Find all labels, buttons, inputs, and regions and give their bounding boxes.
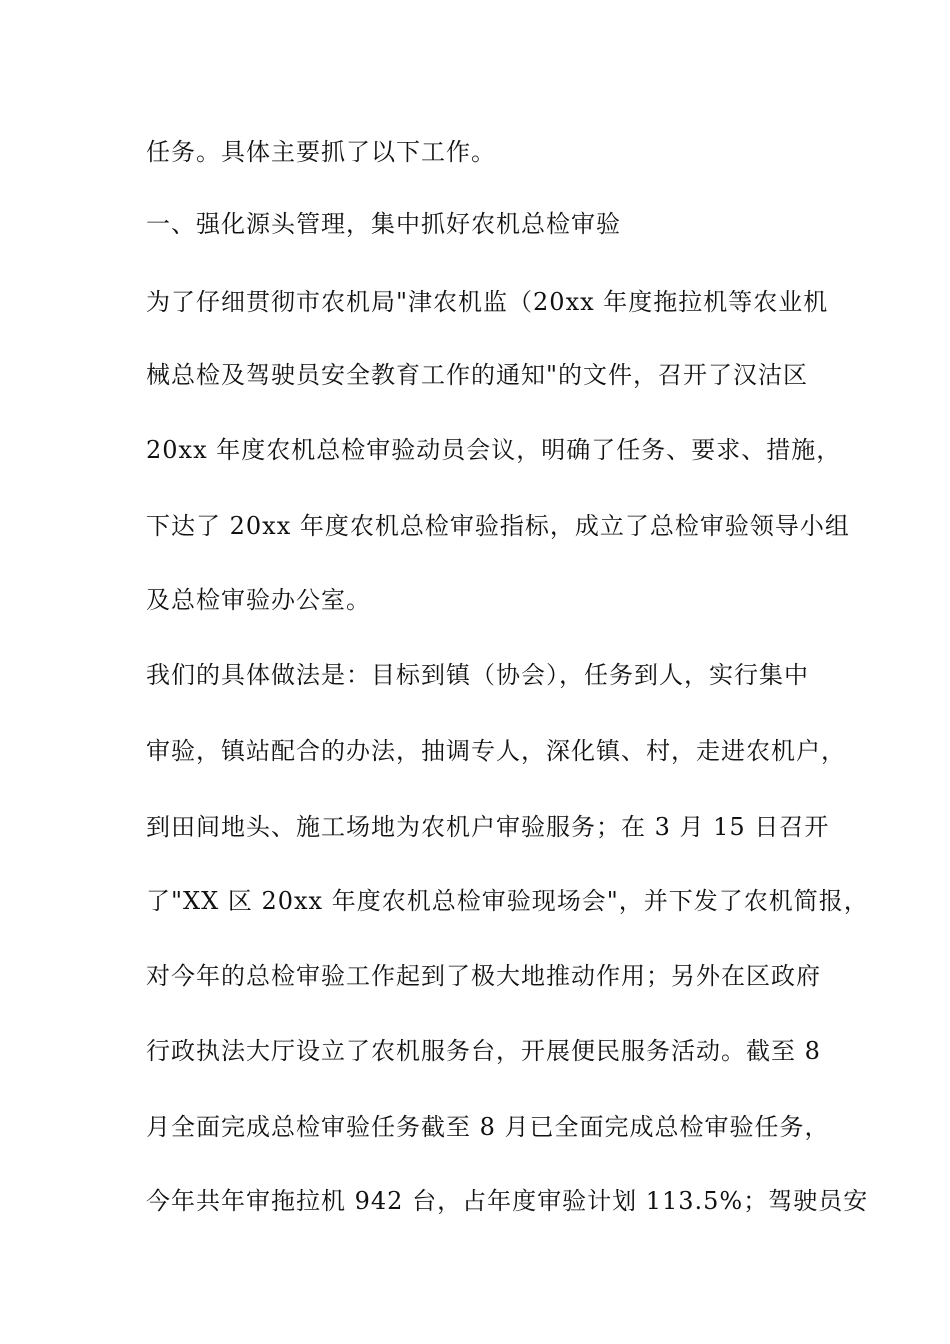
paragraph-line: 我们的具体做法是：目标到镇（协会），任务到人，实行集中 bbox=[146, 661, 809, 689]
paragraph-line: 对今年的总检审验工作起到了极大地推动作用；另外在区政府 bbox=[146, 962, 821, 990]
paragraph-line: 及总检审验办公室。 bbox=[146, 586, 371, 614]
paragraph-line: 了"XX 区 20xx 年度农机总检审验现场会"，并下发了农机简报， bbox=[146, 887, 869, 915]
paragraph-line: 到田间地头、施工场地为农机户审验服务；在 3 月 15 日召开 bbox=[146, 813, 830, 841]
paragraph-line: 械总检及驾驶员安全教育工作的通知"的文件，召开了汉沽区 bbox=[146, 361, 809, 389]
paragraph-line: 20xx 年度农机总检审验动员会议，明确了任务、要求、措施， bbox=[146, 436, 842, 464]
paragraph-line: 任务。具体主要抓了以下工作。 bbox=[146, 138, 496, 166]
paragraph-line: 行政执法大厅设立了农机服务台，开展便民服务活动。截至 8 bbox=[146, 1037, 821, 1065]
paragraph-line: 审验，镇站配合的办法，抽调专人，深化镇、村，走进农机户， bbox=[146, 737, 846, 765]
paragraph-line: 今年共年审拖拉机 942 台，占年度审验计划 113.5%；驾驶员安 bbox=[146, 1187, 869, 1215]
paragraph-line: 下达了 20xx 年度农机总检审验指标，成立了总检审验领导小组 bbox=[146, 512, 850, 540]
section-heading: 一、强化源头管理，集中抓好农机总检审验 bbox=[146, 210, 621, 238]
paragraph-line: 为了仔细贯彻市农机局"津农机监（20xx 年度拖拉机等农业机 bbox=[146, 288, 829, 316]
paragraph-line: 月全面完成总检审验任务截至 8 月已全面完成总检审验任务， bbox=[146, 1113, 830, 1141]
